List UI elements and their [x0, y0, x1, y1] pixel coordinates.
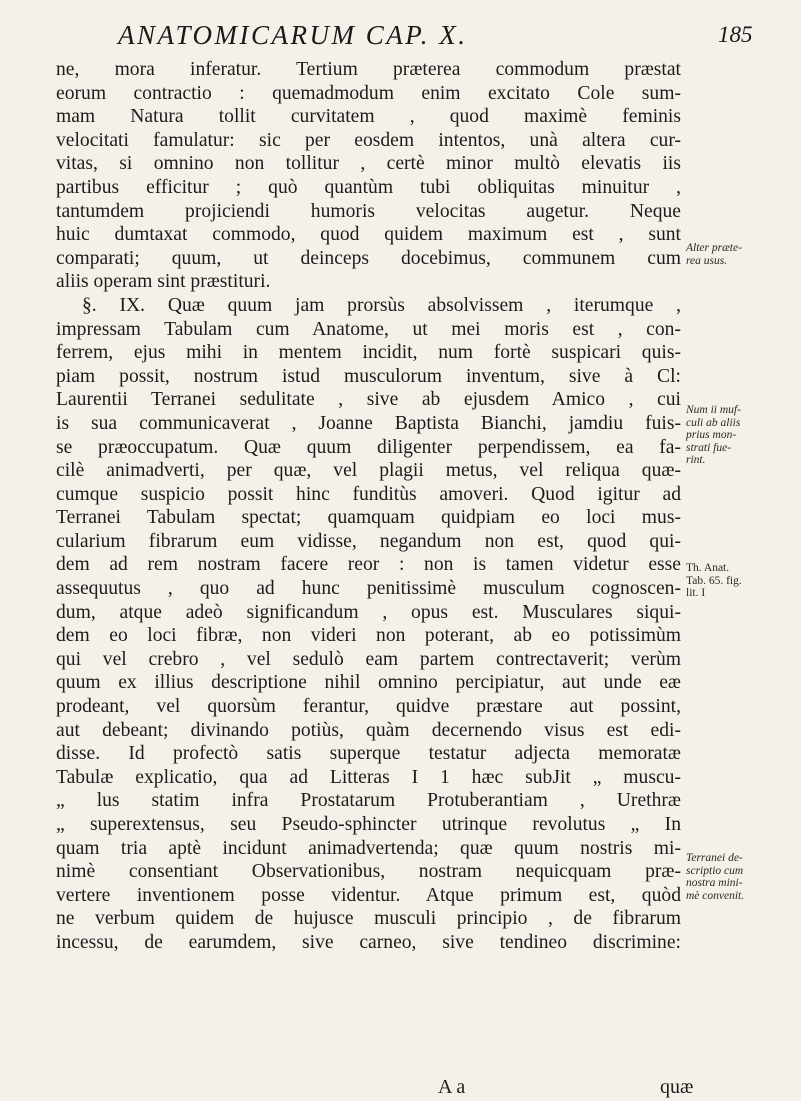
text-line: velocitati famulatur: sic per eosdem intentos, unà altera cur- [56, 129, 681, 151]
text-line: tantumdem projiciendi humoris velocitas augetur. Neque [56, 200, 681, 222]
text-line: impressam Tabulam cum Anatome, ut mei moris est , con- [56, 318, 681, 340]
text-line: piam possit, nostrum istud musculorum inventum, sive à Cl: [56, 365, 681, 387]
text-line: quam tria aptè incidunt animadvertenda; quæ quum nostris mi- [56, 837, 681, 859]
signature-mark: A a [438, 1076, 466, 1098]
text-line: disse. Id profectò satis superque testatur adjecta memoratæ [56, 743, 681, 765]
text-line: dum, atque adeò significandum , opus est. Musculares siqui- [56, 601, 681, 623]
text-line: „ superextensus, seu Pseudo-sphincter utrinque revolutus „ In [56, 814, 681, 835]
text-line: quum ex illius descriptione nihil omnino percipiatur, aut unde eæ [56, 672, 681, 694]
text-line: se præoccupatum. Quæ quum diligenter perpendissem, ea fa- [56, 436, 681, 458]
running-head: ANATOMICARUM CAP. X. [118, 20, 468, 50]
text-line: ne, mora inferatur. Tertium præterea commodum præstat [56, 59, 681, 80]
text-line: mam Natura tollit curvitatem , quod maximè feminis [56, 106, 681, 128]
text-line: comparati; quum, ut deinceps docebimus, communem cum [56, 247, 681, 269]
margin-note-line: scriptio cum [686, 864, 744, 877]
margin-note-line: Tab. 65. fig. [686, 574, 742, 587]
text-line: vertere inventionem posse videntur. Atque primum est, quòd [56, 884, 681, 906]
text-line: dem ad rem nostram facere reor : non is tamen videtur esse [56, 554, 681, 576]
text-line: aut debeant; divinando potiùs, quàm decernendo visus est edi- [56, 719, 681, 741]
text-line: ne verbum quidem de hujusce musculi principio , de fibrarum [56, 908, 681, 930]
margin-note-line: nostra mini- [686, 877, 743, 889]
text-line: incessu, de earumdem, sive carneo, sive tendineo discrimine: [56, 931, 681, 953]
margin-note-line: rea usus. [686, 254, 728, 267]
text-line: cumque suspicio possit hinc funditùs amoveri. Quod igitur ad [56, 483, 681, 505]
margin-note-line: Th. Anat. [686, 562, 730, 574]
margin-note-line: Num ii muf- [686, 404, 741, 416]
text-line: dem eo loci fibræ, non videri non poterant, ab eo potissimùm [56, 625, 681, 647]
text-line: assequutus , quo ad hunc penitissimè musculum cognoscen- [56, 578, 681, 600]
text-line: aliis operam sint præstituri. [56, 271, 271, 293]
text-line: qui vel crebro , vel sedulò eam partem contrectaverit; verùm [56, 648, 681, 670]
text-line: cilè animadverti, per quæ, vel plagii metus, vel reliqua quæ- [56, 460, 681, 482]
text-line: cularium fibrarum eum vidisse, negandum non est, quod qui- [56, 530, 681, 552]
text-line: prodeant, vel quorsùm ferantur, quidve præstare aut possint, [56, 696, 681, 718]
margin-note-line: culi ab aliis [686, 416, 741, 429]
text-line: Terranei Tabulam spectat; quamquam quidpiam eo loci mus- [56, 507, 681, 529]
margin-note-line: lit. I [686, 587, 706, 599]
text-line: partibus efficitur ; quò quantùm tubi obliquitas minuitur , [56, 176, 681, 198]
text-line: eorum contractio : quemadmodum enim excitato Cole sum- [56, 82, 681, 104]
margin-note-reference [686, 562, 794, 600]
main-text-block [56, 58, 681, 955]
catchword: quæ [660, 1076, 694, 1098]
text-line: Tabulæ explicatio, qua ad Litteras I 1 hæc subJit „ muscu- [56, 766, 681, 788]
margin-note-line: rint. [686, 454, 706, 466]
text-line: ferrem, ejus mihi in mentem incidit, num fortè suspicari quis- [56, 342, 681, 364]
page-header [0, 16, 801, 56]
margin-note-terranei [686, 852, 794, 902]
margin-note-line: strati fue- [686, 441, 732, 454]
margin-note-priority [686, 404, 794, 467]
text-line: §. IX. Quæ quum jam prorsùs absolvissem , iterumque , [82, 294, 681, 316]
text-line: huic dumtaxat commodo, quod quidem maximum est , sunt [56, 224, 681, 246]
text-line: vitas, si omnino non tollitur , certè minor multò elevatis iis [56, 153, 681, 175]
margin-note-line: mè convenit. [686, 889, 745, 902]
text-line: Laurentii Terranei sedulitate , sive ab ejusdem Amico , cui [56, 389, 681, 411]
text-line: „ lus statim infra Prostatarum Protuberantiam , Urethræ [56, 790, 681, 812]
margin-note-line: Terranei de- [686, 852, 743, 864]
text-line: is sua communicaverat , Joanne Baptista Bianchi, jamdiu fuis- [56, 412, 681, 434]
margin-note-line: Alter præte- [686, 242, 742, 254]
text-line: nimè consentiant Observationibus, nostram nequicquam præ- [56, 861, 681, 883]
margin-note-line: prius mon- [686, 429, 737, 441]
margin-note-usus [686, 242, 794, 267]
page-number: 185 [718, 22, 753, 47]
